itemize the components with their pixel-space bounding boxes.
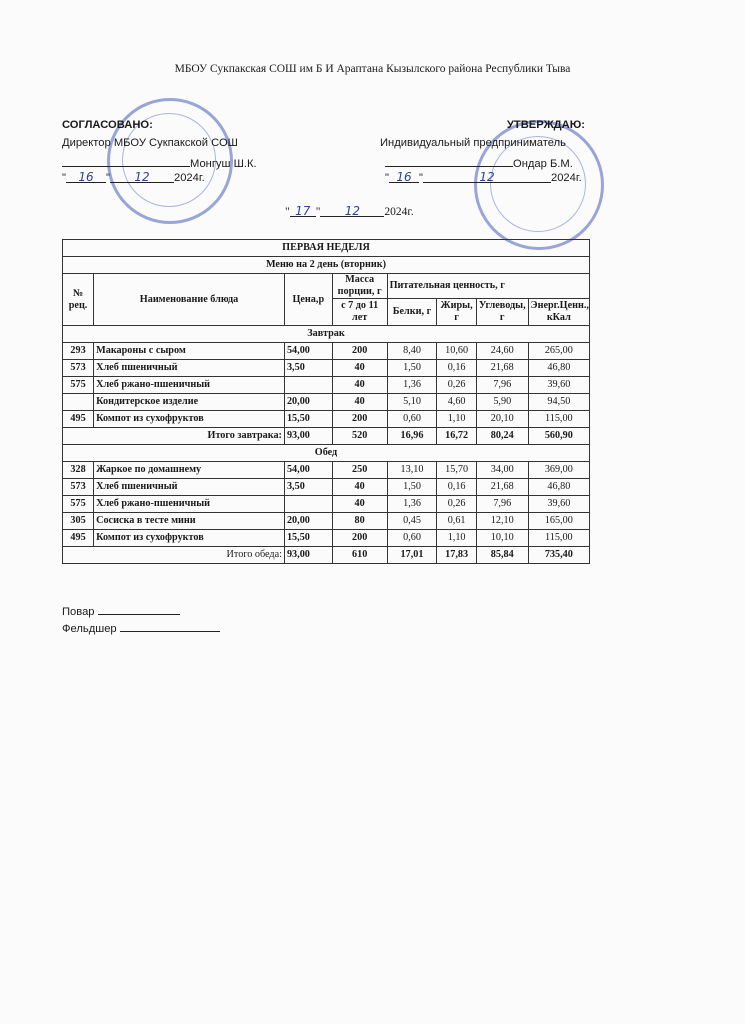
cell-price: 54,00 xyxy=(284,343,332,360)
header-num: № рец. xyxy=(63,274,94,326)
approval-right-day: 16 xyxy=(389,170,419,183)
approval-right-date: " 16 " 12 2024г. xyxy=(385,170,582,184)
header-energy: Энерг.Ценн., кКал xyxy=(528,299,589,326)
table-row xyxy=(63,343,590,360)
approval-right-signature-line xyxy=(385,154,595,170)
cell-mass: 80 xyxy=(332,513,387,530)
cell-carbs: 20,10 xyxy=(476,411,528,428)
cell-price xyxy=(284,377,332,394)
table-row xyxy=(63,496,590,513)
cell-carbs: 34,00 xyxy=(476,462,528,479)
cell-carbs: 5,90 xyxy=(476,394,528,411)
cell-carbs: 12,10 xyxy=(476,513,528,530)
lunch-total-price: 93,00 xyxy=(284,547,332,564)
organization-header: МБОУ Сукпакская СОШ им Б И Араптана Кызылского района Республики Тыва xyxy=(174,63,571,75)
cell-dish: Кондитерское изделие xyxy=(94,394,285,411)
cell-dish: Жаркое по домашнему xyxy=(94,462,285,479)
header-fat: Жиры, г xyxy=(437,299,476,326)
cell-mass: 40 xyxy=(332,377,387,394)
breakfast-total-price: 93,00 xyxy=(284,428,332,445)
breakfast-total-fat: 16,72 xyxy=(437,428,476,445)
cell-protein: 1,50 xyxy=(387,479,437,496)
breakfast-total-energy: 560,90 xyxy=(528,428,589,445)
lunch-total-protein: 17,01 xyxy=(387,547,437,564)
cell-energy: 46,80 xyxy=(528,360,589,377)
medic-line xyxy=(62,619,220,635)
approval-right-month: 12 xyxy=(423,170,551,183)
breakfast-total-protein: 16,96 xyxy=(387,428,437,445)
cell-dish: Сосиска в тесте мини xyxy=(94,513,285,530)
cell-protein: 1,36 xyxy=(387,377,437,394)
header-carbs: Углеводы, г xyxy=(476,299,528,326)
header-mass-sub: с 7 до 11 лет xyxy=(332,299,387,326)
cell-energy: 94,50 xyxy=(528,394,589,411)
cell-dish: Хлеб пшеничный xyxy=(94,360,285,377)
cell-protein: 0,60 xyxy=(387,411,437,428)
cell-energy: 115,00 xyxy=(528,530,589,547)
cell-num: 495 xyxy=(63,411,94,428)
approval-right-title: УТВЕРЖДАЮ: xyxy=(506,119,585,131)
approval-left-position: Директор МБОУ Сукпакской СОШ xyxy=(62,137,238,149)
breakfast-total-carbs: 80,24 xyxy=(476,428,528,445)
cell-fat: 0,26 xyxy=(437,377,476,394)
medic-label: Фельдшер xyxy=(62,623,117,635)
cell-protein: 1,36 xyxy=(387,496,437,513)
cell-fat: 10,60 xyxy=(437,343,476,360)
cell-num: 573 xyxy=(63,360,94,377)
cell-protein: 13,10 xyxy=(387,462,437,479)
cell-mass: 250 xyxy=(332,462,387,479)
cell-dish: Макароны с сыром xyxy=(94,343,285,360)
cell-carbs: 7,96 xyxy=(476,496,528,513)
cell-carbs: 24,60 xyxy=(476,343,528,360)
breakfast-total-mass: 520 xyxy=(332,428,387,445)
cell-price: 15,50 xyxy=(284,530,332,547)
cell-fat: 15,70 xyxy=(437,462,476,479)
cell-fat: 1,10 xyxy=(437,530,476,547)
cell-carbs: 21,68 xyxy=(476,360,528,377)
table-row xyxy=(63,377,590,394)
cook-line xyxy=(62,602,180,618)
cell-energy: 46,80 xyxy=(528,479,589,496)
table-row xyxy=(63,411,590,428)
cell-fat: 1,10 xyxy=(437,411,476,428)
cell-fat: 0,26 xyxy=(437,496,476,513)
breakfast-title: Завтрак xyxy=(63,326,590,343)
table-row xyxy=(63,462,590,479)
cell-price: 3,50 xyxy=(284,479,332,496)
lunch-total-mass: 610 xyxy=(332,547,387,564)
cell-carbs: 7,96 xyxy=(476,377,528,394)
cell-num: 575 xyxy=(63,377,94,394)
cell-protein: 8,40 xyxy=(387,343,437,360)
approval-left-month: 12 xyxy=(110,170,174,183)
cell-dish: Хлеб ржано-пшеничный xyxy=(94,377,285,394)
cell-dish: Компот из сухофруктов xyxy=(94,411,285,428)
cell-energy: 39,60 xyxy=(528,496,589,513)
cell-price: 3,50 xyxy=(284,360,332,377)
cell-carbs: 21,68 xyxy=(476,479,528,496)
cell-num: 328 xyxy=(63,462,94,479)
cell-fat: 4,60 xyxy=(437,394,476,411)
cell-price: 15,50 xyxy=(284,411,332,428)
cell-protein: 5,10 xyxy=(387,394,437,411)
lunch-total-row xyxy=(63,547,590,564)
breakfast-total-label: Итого завтрака: xyxy=(63,428,285,445)
approval-left-signature-line xyxy=(62,154,272,170)
lunch-total-energy: 735,40 xyxy=(528,547,589,564)
approval-left-day: 16 xyxy=(66,170,106,183)
cell-fat: 0,16 xyxy=(437,360,476,377)
approval-left-title: СОГЛАСОВАНО: xyxy=(62,119,153,131)
cell-fat: 0,61 xyxy=(437,513,476,530)
approval-left-date: " 16 " 12 2024г. xyxy=(62,170,205,184)
cell-mass: 40 xyxy=(332,496,387,513)
lunch-total-fat: 17,83 xyxy=(437,547,476,564)
cell-carbs: 10,10 xyxy=(476,530,528,547)
table-row xyxy=(63,530,590,547)
approval-left-year: 2024г. xyxy=(173,172,205,184)
approval-right-year: 2024г. xyxy=(550,172,582,184)
lunch-total-carbs: 85,84 xyxy=(476,547,528,564)
header-price: Цена,р xyxy=(284,274,332,326)
header-protein: Белки, г xyxy=(387,299,437,326)
menu-date: " 17 " 12 2024г. xyxy=(285,204,414,218)
table-row xyxy=(63,479,590,496)
breakfast-rows xyxy=(63,343,590,428)
cell-energy: 165,00 xyxy=(528,513,589,530)
cell-num: 305 xyxy=(63,513,94,530)
cell-mass: 40 xyxy=(332,360,387,377)
table-row xyxy=(63,360,590,377)
menu-date-month: 12 xyxy=(320,204,384,217)
menu-date-year: 2024г. xyxy=(384,206,414,218)
week-title: ПЕРВАЯ НЕДЕЛЯ xyxy=(63,240,590,257)
cell-num xyxy=(63,394,94,411)
lunch-title: Обед xyxy=(63,445,590,462)
cell-mass: 200 xyxy=(332,343,387,360)
cell-num: 573 xyxy=(63,479,94,496)
lunch-rows xyxy=(63,462,590,547)
cell-protein: 0,60 xyxy=(387,530,437,547)
cell-num: 293 xyxy=(63,343,94,360)
cell-dish: Компот из сухофруктов xyxy=(94,530,285,547)
header-mass: Масса порции, г xyxy=(332,274,387,299)
cell-mass: 200 xyxy=(332,411,387,428)
cell-mass: 40 xyxy=(332,479,387,496)
cook-label: Повар xyxy=(62,606,95,618)
cell-price: 54,00 xyxy=(284,462,332,479)
cell-price: 20,00 xyxy=(284,513,332,530)
cell-fat: 0,16 xyxy=(437,479,476,496)
cell-protein: 1,50 xyxy=(387,360,437,377)
breakfast-total-row xyxy=(63,428,590,445)
cell-mass: 200 xyxy=(332,530,387,547)
cell-energy: 265,00 xyxy=(528,343,589,360)
header-dish: Наименование блюда xyxy=(94,274,285,326)
cell-dish: Хлеб ржано-пшеничный xyxy=(94,496,285,513)
table-row xyxy=(63,513,590,530)
cell-num: 495 xyxy=(63,530,94,547)
cell-num: 575 xyxy=(63,496,94,513)
table-row xyxy=(63,394,590,411)
cell-price xyxy=(284,496,332,513)
approval-left-name: Монгуш Ш.К. xyxy=(190,158,257,170)
cell-mass: 40 xyxy=(332,394,387,411)
day-title: Меню на 2 день (вторник) xyxy=(63,257,590,274)
cell-dish: Хлеб пшеничный xyxy=(94,479,285,496)
approval-right-name: Ондар Б.М. xyxy=(513,158,573,170)
cell-price: 20,00 xyxy=(284,394,332,411)
cell-energy: 39,60 xyxy=(528,377,589,394)
approval-right-position: Индивидуальный предприниматель xyxy=(380,137,566,149)
menu-table xyxy=(62,239,590,564)
cell-protein: 0,45 xyxy=(387,513,437,530)
header-nutrition: Питательная ценность, г xyxy=(387,274,589,299)
cell-energy: 369,00 xyxy=(528,462,589,479)
lunch-total-label: Итого обеда: xyxy=(63,547,285,564)
cell-energy: 115,00 xyxy=(528,411,589,428)
menu-date-day: 17 xyxy=(290,204,316,217)
